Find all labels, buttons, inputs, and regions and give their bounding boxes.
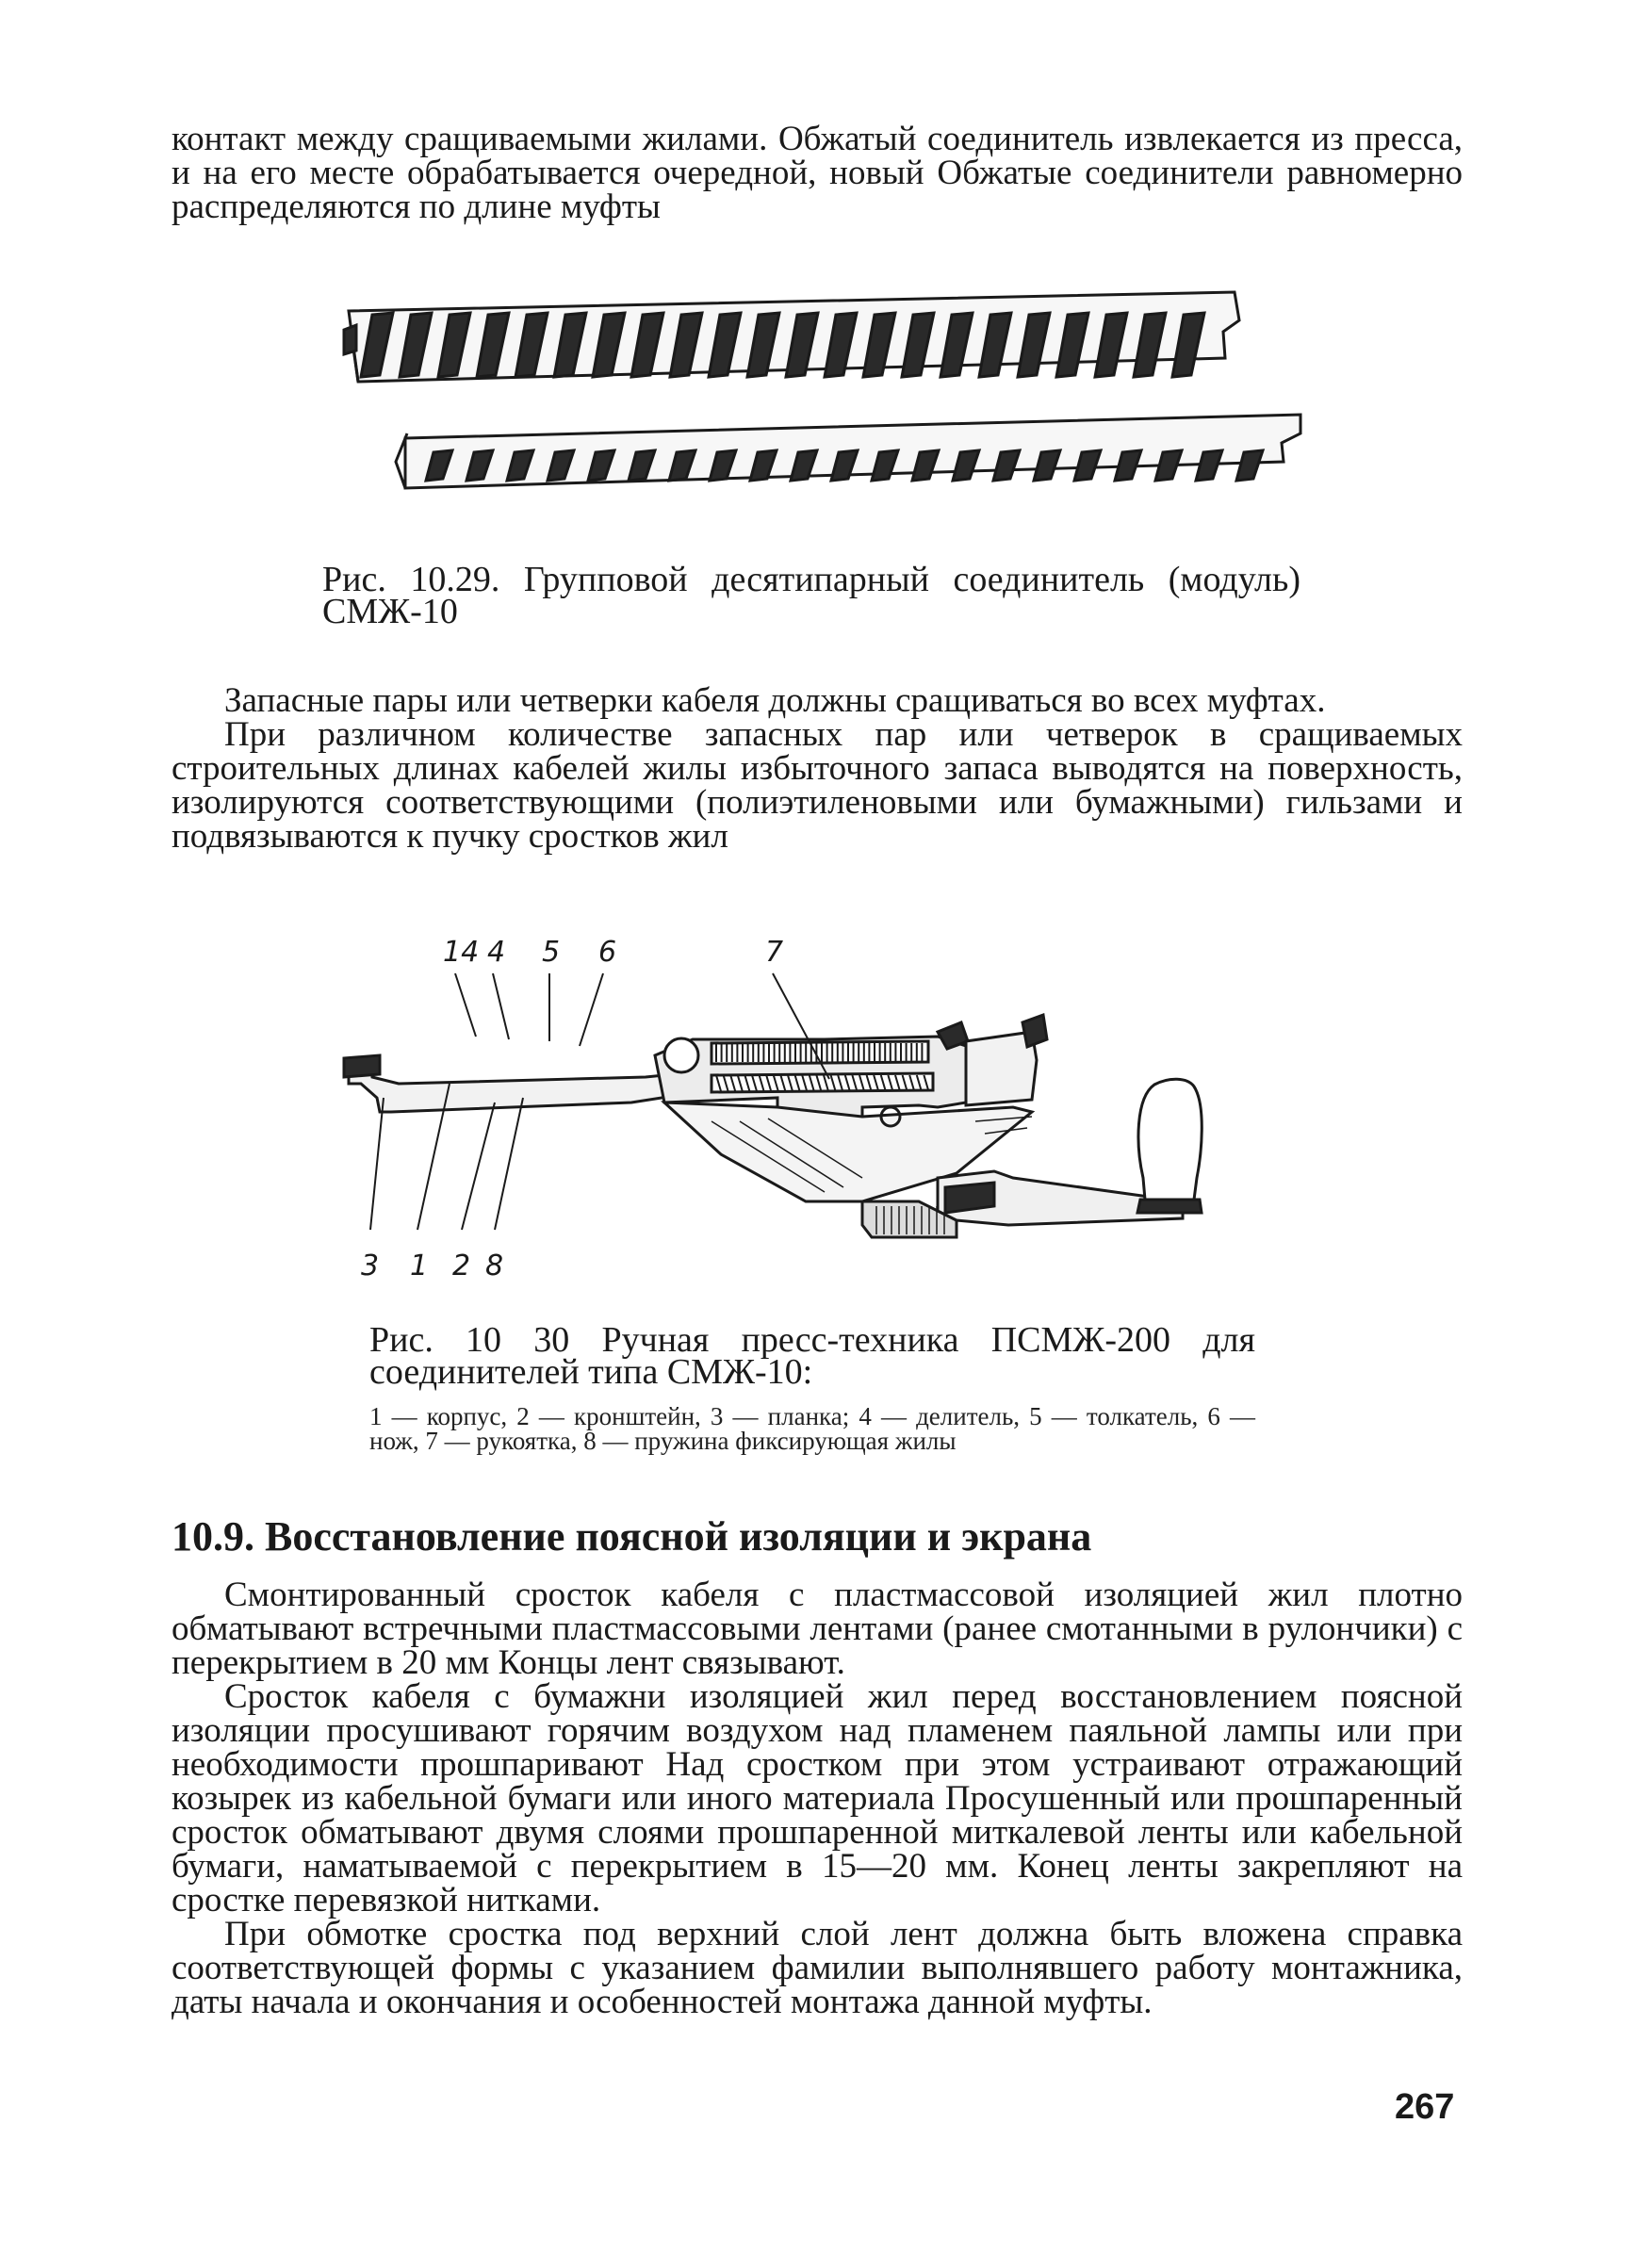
connector-module-illustration — [330, 273, 1319, 518]
section-heading: 10.9. Восстановление поясной изоляции и экрана — [172, 1513, 1092, 1560]
figure-10-30-caption: Рис. 10 30 Ручная пресс-техника ПСМЖ-200 для соединителей типа СМЖ-10: — [369, 1320, 1255, 1392]
label-8: 8 — [485, 1250, 504, 1282]
label-14: 14 — [443, 936, 480, 969]
section-paragraph-2: Сросток кабеля с бумажни изоляцией жил перед восстановлением поясной изоляции просушивают горячим воздухом над пламенем паяльной лампы или при необходимости прошпаривают Над сростком при этом устраивают отражающий козырек из кабельной бумаги или иного материала Просушенный или прошпаренный сросток обматывают двумя слоями прошпаренной миткалевой ленты или кабельной бумаги, наматываемой с перекрытием в 15—20 мм. Конец ленты закрепляют на сростке перевязкой нитками. — [172, 1677, 1463, 1919]
hand-press-illustration — [335, 919, 1277, 1291]
figure-10-30-legend: 1 — корпус, 2 — кронштейн, 3 — планка; 4 — делитель, 5 — толкатель, 6 — нож, 7 — рукоятка, 8 — пружина фиксирующая жилы — [369, 1402, 1255, 1455]
figure-10-29-caption: Рис. 10.29. Групповой десятипарный соединитель (модуль) СМЖ-10 — [322, 560, 1300, 631]
section-body — [172, 1578, 1463, 2019]
section-paragraph-1: Смонтированный сросток кабеля с пластмассовой изоляцией жил плотно обматывают встречными пластмассовыми лентами (ранее смотанными в рулончики) с перекрытием в 20 мм Концы лент связывают. — [172, 1576, 1463, 1682]
spare-pairs-paragraph-2: При различном количестве запасных пар или четверок в сращиваемых строительных длинах кабелей жилы избыточного запаса выводятся на поверхность, изолируются соответствующими (полиэтиленовыми или бумажными) гильзами и подвязываются к пучку сростков жил — [172, 715, 1463, 856]
label-5: 5 — [542, 936, 561, 969]
label-6: 6 — [598, 936, 617, 969]
label-4: 4 — [487, 936, 506, 969]
label-3: 3 — [361, 1250, 380, 1282]
section-paragraph-3: При обмотке сростка под верхний слой лент должна быть вложена справка соответствующей формы с указанием фамилии выполнявшего работу монтажника, даты начала и окончания и особенностей монтажа данной муфты. — [172, 1915, 1463, 2021]
label-1: 1 — [410, 1250, 429, 1282]
spare-pairs-paragraph-1: Запасные пары или четверки кабеля должны сращиваться во всех муфтах. — [224, 681, 1326, 720]
spare-pairs-text — [172, 681, 1463, 856]
label-7: 7 — [765, 936, 784, 969]
page-number: 267 — [1395, 2087, 1455, 2127]
label-2: 2 — [452, 1250, 471, 1282]
top-paragraph: контакт между сращиваемыми жилами. Обжатый соединитель извлекается из пресса, и на его месте обрабатывается очередной, новый Обжатые соединители равномерно распределяются по длине муфты — [172, 120, 1463, 226]
